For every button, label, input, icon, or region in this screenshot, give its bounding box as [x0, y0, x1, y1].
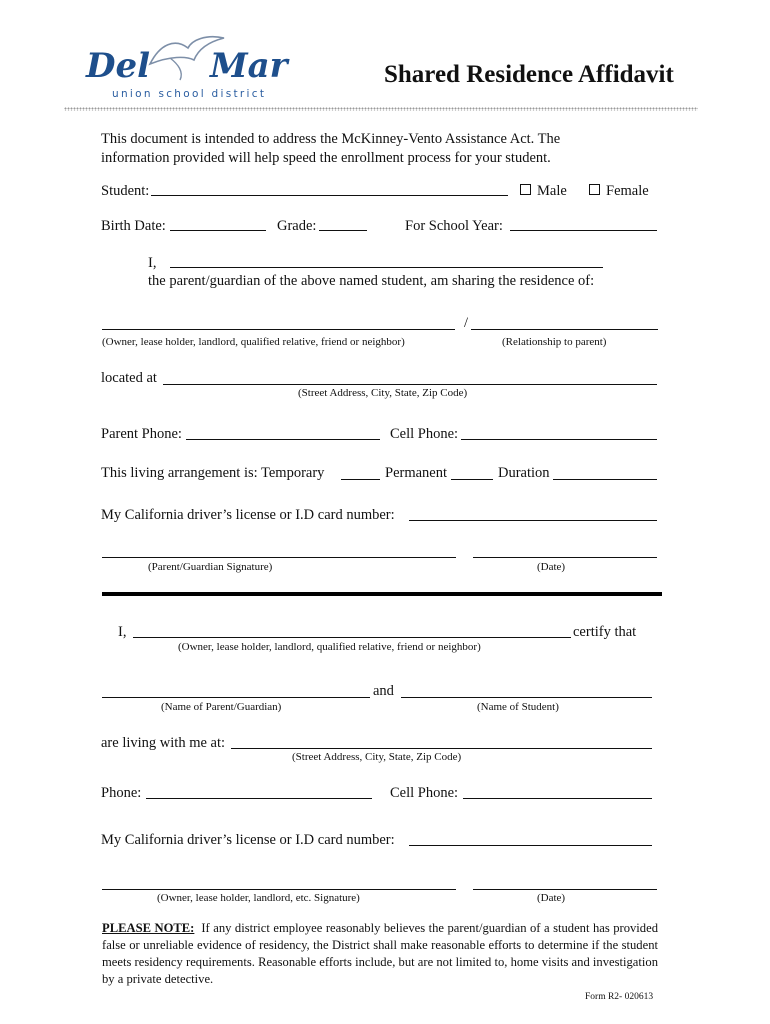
owner-name-field[interactable]: [102, 316, 455, 330]
license-field[interactable]: [409, 507, 657, 521]
male-label: Male: [537, 183, 567, 199]
grade-field[interactable]: [319, 217, 367, 231]
owner-phone-field[interactable]: [146, 785, 372, 799]
owner-signature-field[interactable]: [102, 876, 456, 890]
owner-license-field[interactable]: [409, 832, 652, 846]
guardian-signature-caption: (Parent/Guardian Signature): [148, 561, 273, 573]
intro-line-1: This document is intended to address the McKinney-Vento Assistance Act. The: [101, 131, 561, 147]
owner-signature-caption: (Owner, lease holder, landlord, etc. Signature): [157, 892, 360, 904]
please-note-text: If any district employee reasonably believes the parent/guardian of a student has provided false or unreliable evidence of residency, the District shall make reasonable efforts to determine if the student meets residency requirements. Reasonable efforts include, but are not limited to, home visits and investigation by a private detective.: [102, 921, 658, 986]
male-checkbox[interactable]: [520, 182, 567, 200]
parent-name-caption: (Name of Parent/Guardian): [161, 701, 282, 713]
relationship-caption: (Relationship to parent): [502, 336, 607, 348]
section-divider: [102, 592, 662, 596]
owner-phone-label: Phone:: [101, 785, 142, 801]
owner-address-field[interactable]: [231, 735, 652, 749]
grade-label: Grade:: [277, 218, 317, 234]
parent-phone-field[interactable]: [186, 426, 380, 440]
form-number: Form R2- 020613: [585, 992, 654, 1002]
living-with-label: are living with me at:: [101, 735, 226, 751]
guardian-statement: the parent/guardian of the above named student, am sharing the residence of:: [148, 273, 595, 289]
permanent-field[interactable]: [451, 466, 493, 480]
owner-cell-phone-field[interactable]: [463, 785, 652, 799]
logo-word-del: Del: [86, 46, 151, 86]
parent-name-field[interactable]: [102, 684, 370, 698]
relationship-field[interactable]: [471, 316, 658, 330]
duration-label: Duration: [498, 465, 550, 481]
living-arrangement-label: This living arrangement is: Temporary: [101, 465, 325, 481]
address-caption: (Street Address, City, State, Zip Code): [298, 387, 468, 399]
certify-label: certify that: [573, 624, 637, 640]
student-name-field[interactable]: [151, 182, 508, 196]
owner-address-caption: (Street Address, City, State, Zip Code): [292, 751, 462, 763]
student-name-caption: (Name of Student): [477, 701, 559, 713]
duration-field[interactable]: [553, 466, 657, 480]
located-at-label: located at: [101, 370, 157, 386]
slash-separator: /: [464, 315, 469, 331]
permanent-label: Permanent: [385, 465, 448, 481]
temporary-field[interactable]: [341, 466, 380, 480]
logo-word-mar: Mar: [210, 46, 288, 86]
school-year-label: For School Year:: [405, 218, 503, 234]
please-note-heading: PLEASE NOTE:: [102, 921, 195, 935]
owner-certify-caption: (Owner, lease holder, landlord, qualified relative, friend or neighbor): [178, 641, 481, 653]
guardian-date-caption: (Date): [537, 561, 566, 573]
owner-caption: (Owner, lease holder, landlord, qualified relative, friend or neighbor): [102, 336, 405, 348]
license-label: My California driver’s license or I.D card number:: [101, 507, 395, 523]
owner-i-label: I,: [118, 624, 127, 640]
please-note: [102, 920, 658, 988]
student-name-field-2[interactable]: [401, 684, 652, 698]
male-checkbox-box[interactable]: [520, 184, 531, 195]
female-label: Female: [606, 183, 649, 199]
owner-date-caption: (Date): [537, 892, 566, 904]
school-year-field[interactable]: [510, 217, 657, 231]
intro-line-2: information provided will help speed the enrollment process for your student.: [101, 150, 551, 166]
logo-subtitle: union school district: [112, 88, 267, 100]
residence-address-field[interactable]: [163, 371, 657, 385]
female-checkbox[interactable]: [589, 182, 649, 200]
owner-license-label: My California driver’s license or I.D card number:: [101, 832, 395, 848]
birth-date-label: Birth Date:: [101, 218, 166, 234]
guardian-signature-field[interactable]: [102, 544, 456, 558]
guardian-name-field[interactable]: [170, 254, 603, 268]
cell-phone-field[interactable]: [461, 426, 657, 440]
district-logo: [82, 34, 302, 104]
cell-phone-label: Cell Phone:: [390, 426, 459, 442]
guardian-date-field[interactable]: [473, 544, 657, 558]
owner-cell-phone-label: Cell Phone:: [390, 785, 459, 801]
header-divider: [64, 107, 698, 111]
owner-certify-name-field[interactable]: [133, 624, 571, 638]
female-checkbox-box[interactable]: [589, 184, 600, 195]
owner-date-field[interactable]: [473, 876, 657, 890]
page-title: Shared Residence Affidavit: [384, 61, 674, 88]
birth-date-field[interactable]: [170, 217, 266, 231]
and-label: and: [373, 683, 394, 699]
parent-phone-label: Parent Phone:: [101, 426, 182, 442]
guardian-i-label: I,: [148, 255, 157, 271]
student-label: Student:: [101, 183, 150, 199]
